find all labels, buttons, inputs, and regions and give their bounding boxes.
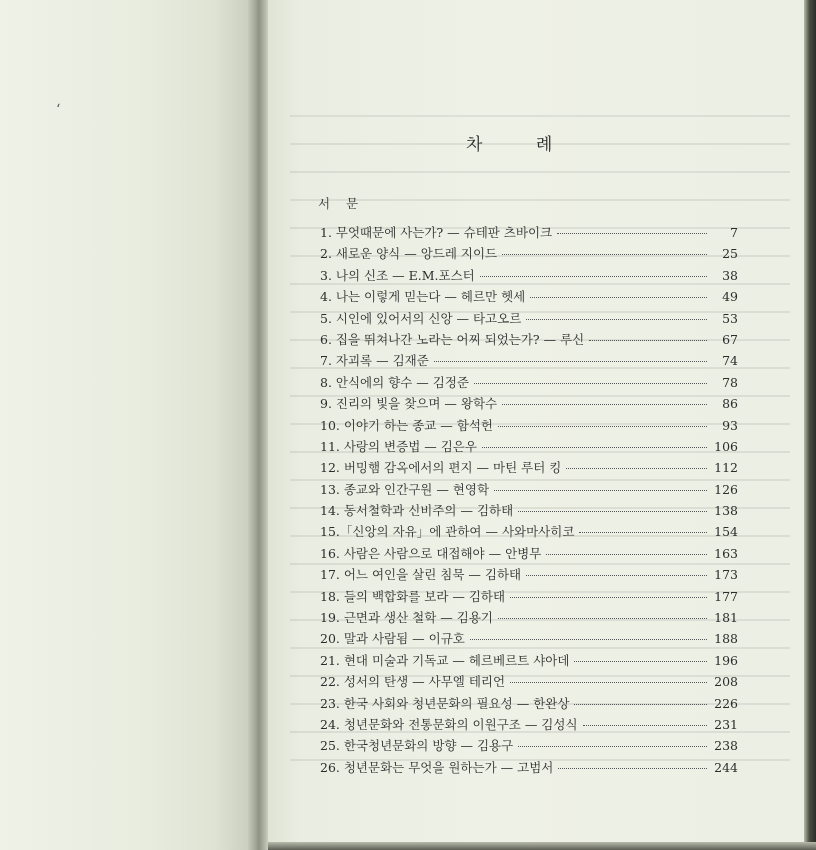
leader-dots xyxy=(583,725,707,726)
toc-entry-title: 1. 무엇때문에 사는가? — 슈테판 츠바이크 xyxy=(320,225,553,240)
toc-entry-title: 15.「신앙의 자유」에 관하여 — 사와마사히코 xyxy=(320,524,575,540)
toc-page-number: 112 xyxy=(714,460,738,476)
toc-entry-title: 2. 새로운 양식 — 앙드레 지이드 xyxy=(320,246,498,262)
toc-entry xyxy=(320,543,738,564)
toc-page-number: 7 xyxy=(730,225,738,240)
toc-page-number: 86 xyxy=(722,396,738,412)
toc-page-number: 138 xyxy=(714,503,738,519)
toc-entry-title: 7. 자괴록 — 김재준 xyxy=(320,353,429,369)
toc-entry xyxy=(320,521,738,542)
toc-entry xyxy=(320,457,738,478)
toc-entry-title: 24. 청년문화와 전통문화의 이원구조 — 김성식 xyxy=(320,716,578,732)
toc-entry xyxy=(320,628,738,649)
leader-dots xyxy=(498,618,707,619)
toc-entry-title: 10. 이야기 하는 종교 — 함석헌 xyxy=(320,417,493,433)
book-gutter xyxy=(248,0,270,850)
toc-entry-title: 11. 사랑의 변증법 — 김은우 xyxy=(320,438,477,454)
toc-page-number: 244 xyxy=(714,759,738,775)
toc-page-number: 238 xyxy=(714,738,738,754)
toc-entry-title: 3. 나의 신조 — E.M.포스터 xyxy=(320,267,475,283)
toc-page-number: 25 xyxy=(722,246,738,262)
toc-entry-title: 18. 들의 백합화를 보라 — 김하태 xyxy=(320,588,506,604)
toc-entry xyxy=(320,243,738,264)
toc-entry xyxy=(320,500,738,521)
toc-entry xyxy=(320,735,738,756)
leader-dots xyxy=(566,468,707,469)
toc-page-number: 53 xyxy=(722,310,738,326)
toc-entry xyxy=(320,650,738,671)
toc-entry-title: 20. 말과 사람됨 — 이규호 xyxy=(320,631,465,647)
toc-entry xyxy=(320,222,738,243)
toc-entry xyxy=(320,415,738,436)
leader-dots xyxy=(579,532,707,533)
leader-dots xyxy=(502,404,707,405)
leader-dots xyxy=(434,361,707,362)
toc-entry-title: 12. 버밍햄 감옥에서의 편지 — 마틴 루터 킹 xyxy=(320,460,562,476)
ink-speck: ʻ xyxy=(56,102,61,118)
page-edge-shadow xyxy=(804,0,816,850)
leader-dots xyxy=(518,746,707,747)
toc-entry xyxy=(320,265,738,286)
toc-page-number: 126 xyxy=(714,481,738,497)
leader-dots xyxy=(518,511,707,512)
toc-entry-title: 25. 한국청년문화의 방향 — 김용구 xyxy=(320,738,514,754)
toc-title: 차 례 xyxy=(466,135,577,155)
leader-dots xyxy=(510,597,707,598)
toc-page-number: 231 xyxy=(714,716,738,732)
leader-dots xyxy=(494,490,707,491)
toc-page-number: 226 xyxy=(714,695,738,711)
toc-entry xyxy=(320,671,738,692)
toc-page-number: 93 xyxy=(722,417,738,433)
leader-dots xyxy=(480,276,707,277)
toc-entry xyxy=(320,757,738,778)
toc-entry-title: 17. 어느 여인을 살린 침묵 — 김하태 xyxy=(320,567,522,583)
toc-entry-title: 8. 안식에의 향수 — 김정준 xyxy=(320,374,469,390)
toc-page-number: 173 xyxy=(714,567,738,583)
page-bottom-shadow xyxy=(268,842,816,850)
toc-entry-title: 13. 종교와 인간구원 — 현영학 xyxy=(320,481,490,497)
toc-entry-title: 16. 사람은 사람으로 대접해야 — 안병무 xyxy=(320,545,542,561)
toc-page-number: 49 xyxy=(722,289,738,305)
toc-entry-title: 9. 진리의 빛을 찾으며 — 왕학수 xyxy=(320,396,498,412)
leader-dots xyxy=(574,704,707,705)
leader-dots xyxy=(526,319,707,320)
leader-dots xyxy=(510,682,707,683)
toc-entry xyxy=(320,393,738,414)
toc-page-number: 154 xyxy=(714,524,738,540)
toc-page-number: 188 xyxy=(714,631,738,647)
toc-entry-title: 21. 현대 미술과 기독교 — 헤르베르트 샤아데 xyxy=(320,652,570,668)
toc-entry-title: 5. 시인에 있어서의 신앙 — 타고오르 xyxy=(320,310,522,326)
leader-dots xyxy=(558,768,707,769)
leader-dots xyxy=(502,254,707,255)
toc-entry-title: 6. 집을 뛰쳐나간 노라는 어찌 되었는가? — 루신 xyxy=(320,331,585,347)
left-page xyxy=(0,0,252,850)
leader-dots xyxy=(474,383,707,384)
toc-entry xyxy=(320,607,738,628)
toc-page-number: 208 xyxy=(714,674,738,690)
leader-dots xyxy=(557,233,707,234)
toc-entry-title: 22. 성서의 탄생 — 사무엘 테리언 xyxy=(320,674,506,690)
toc-entry xyxy=(320,586,738,607)
leader-dots xyxy=(498,426,707,427)
toc-entry xyxy=(320,479,738,500)
toc-page-number: 78 xyxy=(722,374,738,390)
toc-page-number: 163 xyxy=(714,545,738,561)
leader-dots xyxy=(530,297,707,298)
toc-entry-title: 4. 나는 이렇게 믿는다 — 헤르만 헷세 xyxy=(320,289,526,305)
table-of-contents xyxy=(320,222,738,778)
toc-entry xyxy=(320,286,738,307)
preface-heading: 서 문 xyxy=(318,196,365,211)
toc-page-number: 177 xyxy=(714,588,738,604)
toc-entry xyxy=(320,564,738,585)
toc-entry xyxy=(320,308,738,329)
toc-page-number: 74 xyxy=(722,353,738,369)
leader-dots xyxy=(589,340,707,341)
leader-dots xyxy=(546,554,707,555)
toc-page-number: 181 xyxy=(714,610,738,626)
leader-dots xyxy=(526,575,707,576)
toc-entry xyxy=(320,329,738,350)
toc-page-number: 196 xyxy=(714,652,738,668)
toc-entry xyxy=(320,436,738,457)
toc-page-number: 106 xyxy=(714,438,738,454)
toc-page-number: 38 xyxy=(722,267,738,283)
toc-entry-title: 26. 청년문화는 무엇을 원하는가 — 고범서 xyxy=(320,759,554,775)
toc-entry-title: 23. 한국 사회와 청년문화의 필요성 — 한완상 xyxy=(320,695,570,711)
toc-page-number: 67 xyxy=(722,331,738,347)
leader-dots xyxy=(482,447,707,448)
toc-entry xyxy=(320,693,738,714)
toc-entry xyxy=(320,372,738,393)
toc-entry-title: 19. 근면과 생산 철학 — 김용기 xyxy=(320,610,493,626)
toc-entry xyxy=(320,714,738,735)
toc-entry-title: 14. 동서철학과 신비주의 — 김하태 xyxy=(320,503,514,519)
toc-entry xyxy=(320,350,738,371)
leader-dots xyxy=(574,661,707,662)
leader-dots xyxy=(470,639,707,640)
